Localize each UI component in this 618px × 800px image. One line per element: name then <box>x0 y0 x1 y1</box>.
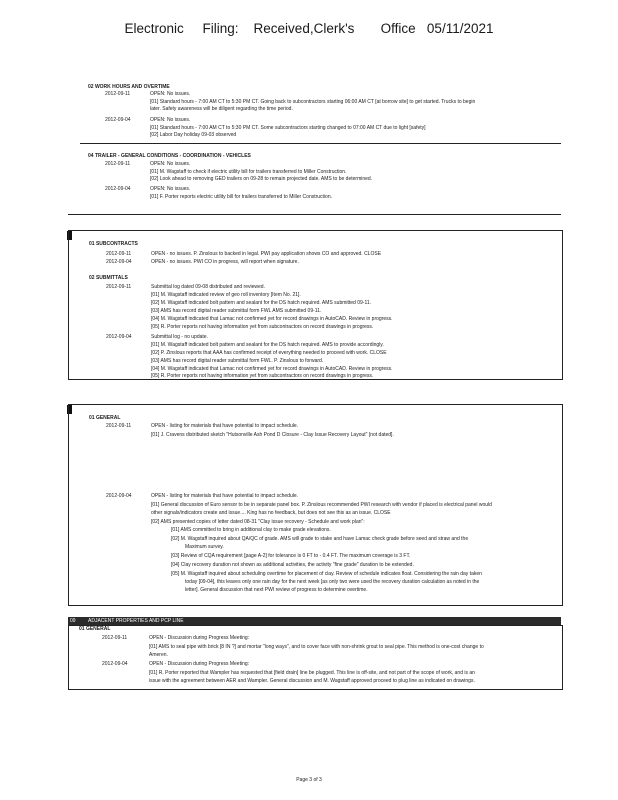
entry-note: [03] AMS has record digital reader submittal form FWL AMS submitted 09-11. <box>151 308 322 314</box>
entry-note: [01] AMS to seal pipe with brick [8 IN ?] and mortar "long ways", and to cover face with non-shrink grout to seal pipe. This method is one-cost change to <box>149 644 484 650</box>
entry-subnote: [03] Review of CQA requirement [page A-2] for tolerance is 0 FT to - 0.4 FT. The maximum coverage is 3 FT. <box>171 553 411 559</box>
entry-status: OPEN: No issues. <box>150 161 191 167</box>
entry-note: [02] M. Wagstaff indicated bolt pattern and sealant for the DS hatch required. AMS submitted 09-11. <box>151 300 372 306</box>
entry-status: OPEN - no issues. P. Zinslous to backed in legal. PWI pay application shows CO and approved. CLOSE <box>151 251 382 257</box>
entry-subnote: letter]. General discussion that next PWI review of progress to determine overtime. <box>185 587 368 593</box>
entry-note: Ameren. <box>149 652 168 658</box>
section-header-bar <box>68 617 561 625</box>
item-heading: 01 GENERAL <box>89 415 121 421</box>
entry-note: [02] Look ahead to removing GED trailers on 09-28 to remain projected date. AMS to be determined. <box>150 176 373 182</box>
entry-note: [05] R. Porter reports not having information yet from subcontractors on record drawings in progress. <box>151 324 374 330</box>
entry-subnote: [02] M. Wagstaff inquired about QA/QC of grade. AMS will grade to stake and have Lamac check grade before seed and straw and the <box>171 536 469 542</box>
entry-status: OPEN - Discussion during Progress Meeting: <box>149 635 250 641</box>
entry-date: 2012-09-11 <box>105 91 131 97</box>
entry-note: [02] AMS presented copies of letter dated 08-31 "Clay issue recovery - Schedule and work plan": <box>151 519 365 525</box>
entry-subnote: [05] M. Wagstaff inquired about scheduling overtime for placement of clay. Review of schedule indicates float. Considering the rain day taken <box>171 571 482 577</box>
entry-note: [04] M. Wagstaff indicated that Lamac not confirmed yet for record drawings in AutoCAD. Review in progress. <box>151 316 393 322</box>
entry-note: [02] P. Zinslous reports that AAA has confirmed receipt of everything needed to proceed with work. CLOSE <box>151 350 387 356</box>
section-title: ADJACENT PROPERTIES AND PCP LINE <box>88 618 184 624</box>
entry-note: [03] AMS has record digital reader submittal form FWL. P. Zinslous to forward. <box>151 358 324 364</box>
entry-status: OPEN - Discussion during Progress Meeting: <box>149 661 250 667</box>
entry-subnote: [04] Clay recovery duration not shown as additional activities, the activity "fine grade" duration to be extended. <box>171 562 414 568</box>
section-adjacent-properties <box>68 625 563 690</box>
entry-note: [02] Labor Day holiday 09-03 observed <box>150 132 237 138</box>
section-work-hours-trailer <box>68 80 561 215</box>
item-heading: 02 SUBMITTALS <box>89 275 128 281</box>
entry-status: OPEN - listing for materials that have potential to impact schedule. <box>151 493 299 499</box>
entry-status: Submittal log dated 09-08 distributed and reviewed. <box>151 284 265 290</box>
entry-status: OPEN: No issues. <box>150 117 191 123</box>
entry-date: 2012-09-04 <box>105 186 131 192</box>
divider <box>80 143 561 144</box>
entry-note: [01] M. Wagstaff indicated review of geo roll inventory [Item No. 21]. <box>151 292 301 298</box>
entry-status: OPEN: No issues. <box>150 91 191 97</box>
entry-subnote: [01] AMS committed to bring in additional clay to make grade elevations. <box>171 527 331 533</box>
entry-note: later. Safety awareness will be diligent regarding the time period. <box>150 106 293 112</box>
entry-date: 2012-09-11 <box>106 423 132 429</box>
section-subcontracts-submittals <box>68 230 563 380</box>
item-heading: 04 TRAILER - GENERAL CONDITIONS - COORDINATION - VEHICLES <box>88 153 251 159</box>
divider <box>68 214 561 215</box>
entry-date: 2012-09-11 <box>106 251 132 257</box>
item-heading: 01 SUBCONTRACTS <box>89 241 138 247</box>
entry-note: [01] F. Porter reports electric utility bill for trailers transferred to Miller Construction. <box>150 194 333 200</box>
entry-note: issue with the agreement between AER and Wampler. General discussion and M. Wagstaff approved proceed to plug line as indicated on drawings. <box>149 678 475 684</box>
entry-subnote: today [09-04], this leaves only one rain day for the next week [as only two were used the recovery duration calculation as noted in the <box>185 579 480 585</box>
entry-date: 2012-09-11 <box>105 161 131 167</box>
entry-note: [01] General discussion of Euro sensor to be in separate panel box. P. Zinslous recommended PWI research with vendor if placed is electrical panel would <box>151 502 492 508</box>
item-heading: 02 WORK HOURS AND OVERTIME <box>88 84 170 90</box>
entry-status: OPEN - no issues. PWI CO in progress, will report when signature. <box>151 259 299 265</box>
entry-date: 2012-09-04 <box>106 334 132 340</box>
entry-date: 2012-09-04 <box>106 259 132 265</box>
entry-status: Submittal log - no update. <box>151 334 208 340</box>
section-general-materials <box>68 404 563 606</box>
entry-status: OPEN: No issues. <box>150 186 191 192</box>
entry-status: OPEN - listing for materials that have potential to impact schedule. <box>151 423 299 429</box>
entry-note: other signals/indicators create and issue.... King has no feedback, but does not see this as an issue. CLOSE <box>151 510 391 516</box>
entry-note: [01] Standard hours - 7:00 AM CT to 5:30 PM CT. Going back to subcontractors starting 06:00 AM CT [at borrow site] to get started. Trucks to begin <box>150 99 476 105</box>
section-number: 09 <box>70 618 76 624</box>
entry-date: 2012-09-11 <box>102 635 128 641</box>
entry-note: [05] R. Porter reports not having information yet from subcontractors on record drawings in progress. <box>151 373 374 379</box>
entry-note: [01] Standard hours - 7:00 AM CT to 5:30 PM CT. Some subcontractors starting changed to 07:00 AM CT due to light [safety] <box>150 125 426 131</box>
page-number: Page 3 of 3 <box>296 777 322 783</box>
item-heading: 01 GENERAL <box>79 626 111 632</box>
entry-note: [04] M. Wagstaff indicated that Lamac not confirmed yet for record drawings in AutoCAD. Review in progress. <box>151 366 393 372</box>
entry-note: [01] J. Cravens distributed sketch "Hutsonville Ash Pond D Closure - Clay Issue Recovery Layout" [not dated]. <box>151 432 394 438</box>
entry-date: 2012-09-04 <box>105 117 131 123</box>
entry-date: 2012-09-04 <box>106 493 132 499</box>
entry-date: 2012-09-04 <box>102 661 128 667</box>
entry-note: [01] R. Porter reported that Wampler has requested that [field drain] line be plugged. This line is off-site, and not part of the scope of work, and is an <box>149 670 475 676</box>
entry-note: [01] M. Wagstaff indicated bolt pattern and sealant for the DS hatch required. AMS to provide accordingly. <box>151 342 384 348</box>
entry-note: [01] M. Wagstaff to check if electric utility bill for trailers transferred to Miller Construction. <box>150 169 347 175</box>
entry-date: 2012-09-11 <box>106 284 132 290</box>
filing-stamp: Electronic Filing: Received,Clerk's Office 05/11/2021 <box>124 21 494 36</box>
entry-subnote: Maximum survey. <box>185 544 224 550</box>
